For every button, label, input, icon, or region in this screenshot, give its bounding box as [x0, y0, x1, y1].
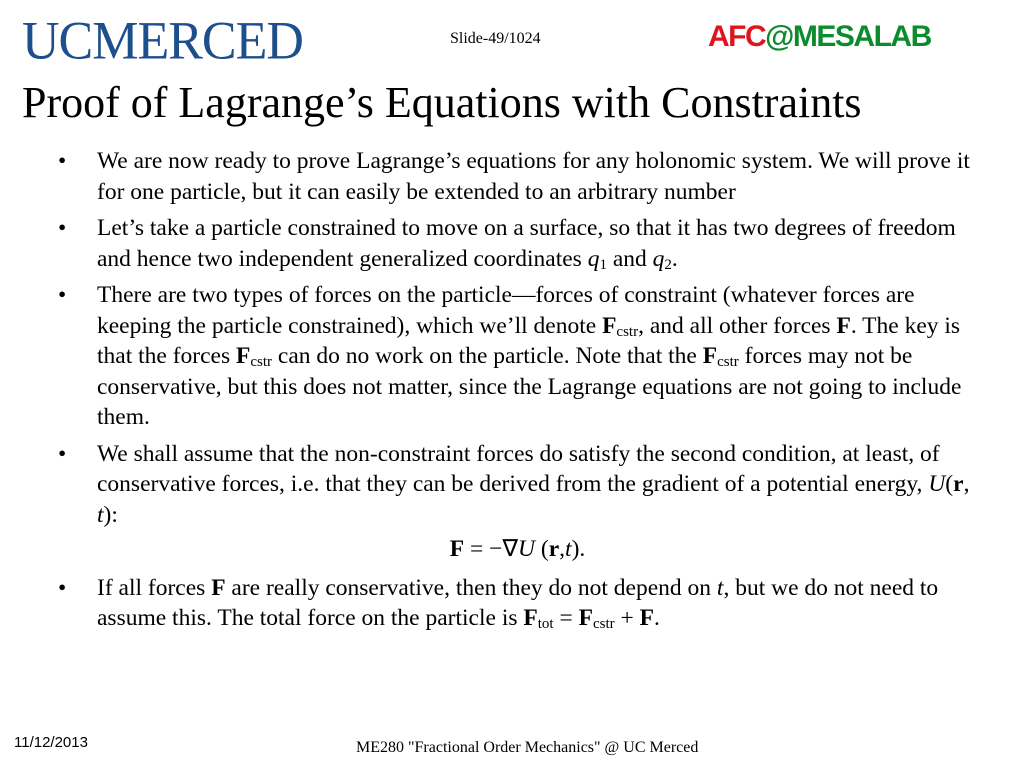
force-equation — [97, 534, 978, 565]
force-symbol: F — [211, 574, 226, 601]
slide-number: Slide-49/1024 — [450, 30, 541, 47]
bullet-item — [58, 573, 978, 634]
subscript: cstr — [250, 354, 273, 370]
subscript: tot — [537, 616, 554, 632]
t-symbol: t — [97, 501, 104, 528]
bullet-text: There are two types of forces on the particle—forces of constraint (whatever forces are keeping the particle constrained), which we’ll denote — [97, 282, 915, 339]
force-symbol: F — [639, 605, 654, 631]
r-symbol: r — [953, 471, 964, 497]
subscript: cstr — [592, 616, 615, 632]
bullet-text: are really conservative, then they do not depend on — [225, 574, 717, 601]
subscript: 1 — [599, 256, 607, 273]
eq-operator: + — [614, 605, 640, 631]
afc-mesalab-logo — [708, 20, 931, 54]
bullet-text: . — [654, 605, 660, 631]
bullet-item — [58, 146, 978, 207]
bullet-text: , but we do not need to assume this. The total force on the particle is — [97, 574, 939, 631]
bullet-item — [58, 439, 978, 565]
bullet-text: forces may not be conservative, but this does not matter, since the Lagrange equations are not going to include them. — [97, 343, 962, 430]
force-symbol: F — [836, 312, 851, 339]
subscript: 2 — [664, 256, 672, 273]
footer-date: 11/12/2013 — [14, 734, 88, 751]
paren: ( — [945, 471, 954, 497]
slide-title: Proof of Lagrange’s Equations with Constraints — [22, 78, 862, 127]
bullet-text: and — [606, 245, 653, 272]
ucmerced-logo: UCMERCED — [22, 11, 303, 72]
bullet-item — [58, 280, 978, 433]
u-symbol: U — [928, 471, 946, 497]
force-symbol: F — [702, 343, 718, 369]
t-symbol: t — [716, 574, 724, 601]
eq-paren: ). — [571, 536, 586, 562]
eq-r: r — [548, 536, 560, 562]
force-symbol: F — [602, 312, 617, 339]
bullet-text: We are now ready to prove Lagrange’s equations for any holonomic system. We will prove it for one particle, but it can easily be extended to an arbitrary number — [97, 148, 970, 205]
bullet-text: . — [671, 245, 678, 272]
eq-operator: = −∇ — [464, 536, 519, 562]
footer-course: ME280 "Fractional Order Mechanics" @ UC Merced — [356, 739, 699, 756]
comma: , — [963, 471, 970, 497]
eq-t: t — [565, 536, 572, 562]
eq-paren: ( — [535, 536, 549, 562]
bullet-item — [58, 213, 978, 274]
lab-logo-afc: AFC — [708, 20, 766, 53]
force-symbol: F — [523, 605, 538, 631]
bullet-text: We shall assume that the non-constraint forces do satisfy the second condition, at least, of conservative forces, i.e. that they can be derived from the gradient of a potential energy, — [97, 440, 940, 497]
bullet-text: can do no work on the particle. Note that the — [272, 343, 703, 369]
bullet-list — [58, 146, 978, 640]
q-symbol: q — [587, 245, 600, 272]
subscript: cstr — [717, 354, 739, 370]
paren: ): — [103, 501, 118, 528]
eq-U: U — [518, 536, 536, 562]
bullet-text: , and all other forces — [638, 312, 837, 339]
bullet-text: Let’s take a particle constrained to move on a surface, so that it has two degrees of freedom and hence two independent generalized coordinates — [97, 215, 956, 272]
force-symbol: F — [235, 343, 251, 369]
bullet-text: If all forces — [97, 574, 212, 601]
eq-F: F — [449, 536, 465, 562]
subscript: cstr — [616, 323, 639, 340]
force-symbol: F — [578, 605, 593, 631]
lab-logo-mesalab: @MESALAB — [765, 20, 931, 53]
bullet-text: . The key is that the forces — [97, 312, 961, 369]
eq-operator: = — [553, 605, 579, 631]
eq-comma: , — [559, 536, 566, 562]
q-symbol: q — [652, 245, 665, 272]
